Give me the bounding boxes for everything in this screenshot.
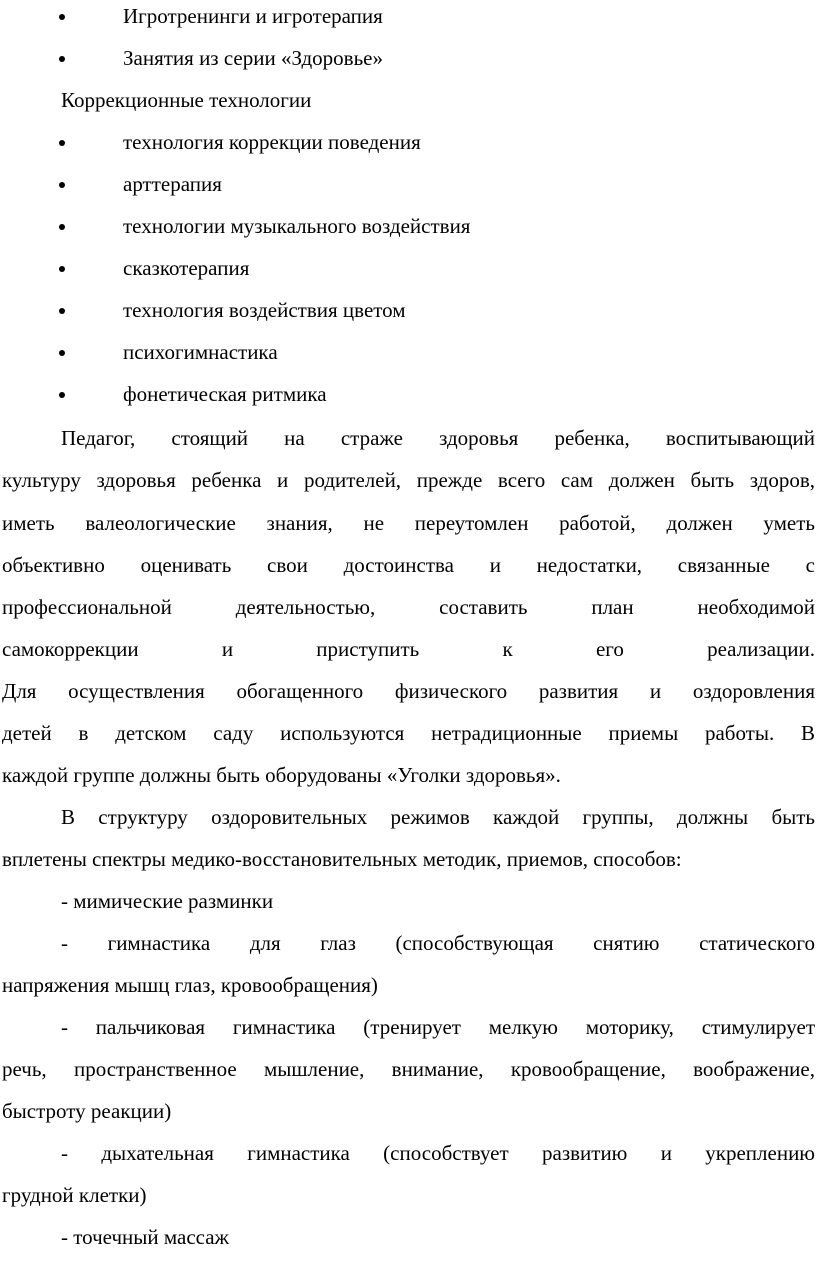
dash-item-text: речь, пространственное мышление, внимание, кровообращение, воображение, [2,1057,815,1081]
paragraph-text: Для осуществления обогащенного физического развития и оздоровления [2,679,815,703]
paragraph-line [0,591,816,623]
list-item [0,378,816,410]
paragraph-line [0,464,816,496]
bullet-icon [59,56,65,62]
bullet-icon [59,140,65,146]
dash-item-text: - мимические разминки [61,889,274,913]
dash-item [0,885,816,917]
paragraph-text: детей в детском саду используются нетрадиционные приемы работы. В [2,721,815,745]
paragraph-line [0,843,816,875]
dash-item-text: напряжения мышц глаз, кровообращения) [2,973,378,997]
dash-item-text: - дыхательная гимнастика (способствует развитию и укреплению [61,1141,815,1165]
list-item [0,126,816,158]
paragraph-text: каждой группе должны быть оборудованы «Уголки здоровья». [2,763,561,787]
paragraph-line [0,633,816,665]
dash-item [0,1221,816,1253]
list-item [0,336,816,368]
dash-item [0,927,816,959]
list-item-text: технология воздействия цветом [123,298,406,322]
bullet-icon [59,308,65,314]
dash-item-text: быстроту реакции) [2,1099,172,1123]
paragraph-line [0,507,816,539]
list-item [0,168,816,200]
section-heading-text: Коррекционные технологии [61,88,312,112]
dash-item-text: - гимнастика для глаз (способствующая снятию статического [61,931,815,955]
dash-item-text: грудной клетки) [2,1183,147,1207]
list-item [0,294,816,326]
paragraph-text: Педагог, стоящий на страже здоровья ребенка, воспитывающий [61,426,815,450]
list-item-text: Занятия из серии «Здоровье» [123,46,383,70]
paragraph-text: культуру здоровья ребенка и родителей, прежде всего сам должен быть здоров, [2,468,815,492]
list-item [0,252,816,284]
dash-item [0,1179,816,1211]
paragraph-text: профессиональной деятельностью, составить план необходимой [2,595,815,619]
paragraph-text: В структуру оздоровительных режимов каждой группы, должны быть [61,805,815,829]
list-item-text: технология коррекции поведения [123,130,421,154]
dash-item [0,1137,816,1169]
dash-item [0,1053,816,1085]
paragraph-line [0,717,816,749]
paragraph-line [0,675,816,707]
paragraph-line [0,422,816,454]
list-item-text: фонетическая ритмика [123,382,327,406]
section-heading [0,84,816,116]
bullet-icon [59,392,65,398]
list-item-text: психогимнастика [123,340,278,364]
list-item [0,0,816,32]
paragraph-line [0,549,816,581]
list-item-text: арттерапия [123,172,222,196]
dash-item [0,969,816,1001]
list-item-text: сказкотерапия [123,256,250,280]
bullet-icon [59,266,65,272]
bullet-icon [59,182,65,188]
list-item-text: Игротренинги и игротерапия [123,4,383,28]
bullet-icon [59,224,65,230]
dash-item-text: - точечный массаж [61,1225,230,1249]
paragraph-text: вплетены спектры медико-восстановительных методик, приемов, способов: [2,847,682,871]
bullet-icon [59,14,65,20]
paragraph-line [0,801,816,833]
list-item [0,210,816,242]
dash-item [0,1011,816,1043]
paragraph-text: самокоррекции и приступить к его реализации. [2,637,815,661]
paragraph-text: иметь валеологические знания, не переутомлен работой, должен уметь [2,511,815,535]
paragraph-line [0,759,816,791]
list-item-text: технологии музыкального воздействия [123,214,471,238]
bullet-icon [59,350,65,356]
dash-item [0,1095,816,1127]
list-item [0,42,816,74]
paragraph-text: объективно оценивать свои достоинства и недостатки, связанные с [2,553,815,577]
dash-item-text: - пальчиковая гимнастика (тренирует мелкую моторику, стимулирует [61,1015,815,1039]
